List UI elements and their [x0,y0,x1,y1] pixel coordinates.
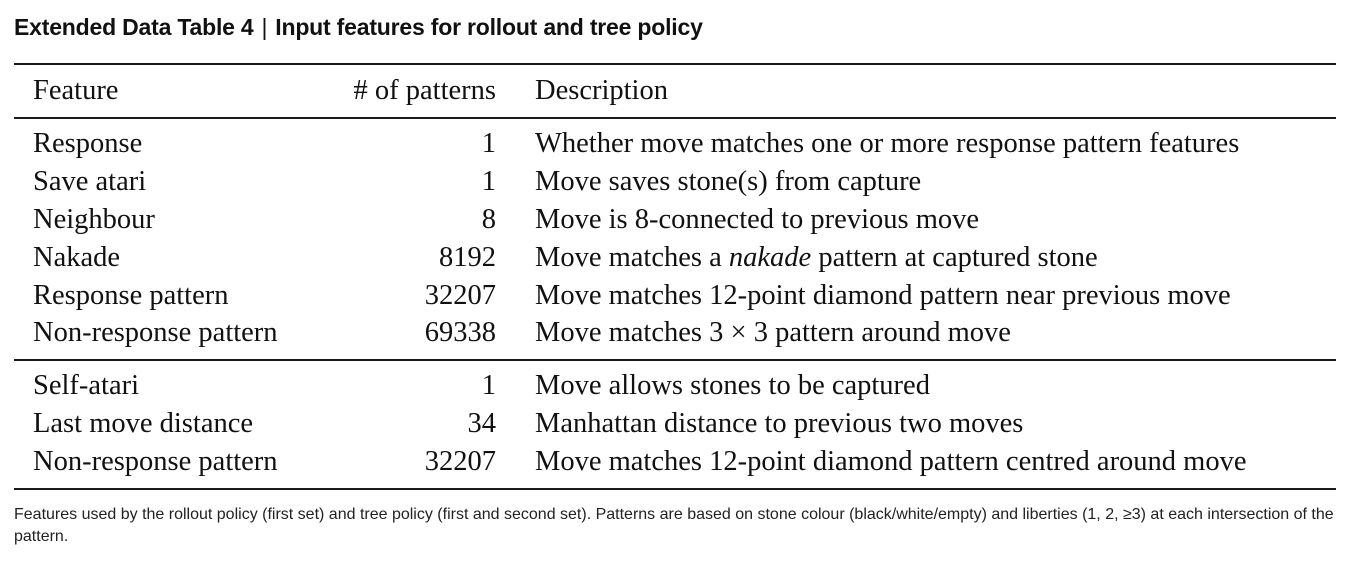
table-row [0,239,1349,277]
feature-cell: Nakade [33,242,121,273]
feature-cell: Save atari [33,166,147,197]
header-feature: Feature [33,75,119,106]
description-cell: Manhattan distance to previous two moves [535,408,1024,439]
table-row [0,163,1349,201]
feature-cell: Response pattern [33,280,229,311]
description-cell: Move matches 12-point diamond pattern centred around move [535,446,1247,477]
table-footnote: Features used by the rollout policy (first set) and tree policy (first and second set). Patterns are based on stone colour (black/white/empty) and liberties (1, 2, ≥3) at each intersection of the pattern. [14,506,1334,545]
description-text: Move matches a [535,242,729,273]
count-cell: 8192 [439,242,496,273]
feature-cell: Neighbour [33,204,155,235]
description-cell: Move matches 12-point diamond pattern near previous move [535,280,1231,311]
description-cell [535,239,1098,277]
group-rule [14,359,1336,361]
count-cell: 69338 [424,317,496,348]
header-description: Description [535,75,668,106]
feature-cell: Response [33,128,143,159]
count-cell: 1 [481,128,496,159]
table-row [0,367,1349,405]
feature-cell: Non-response pattern [33,317,278,348]
count-cell: 34 [467,408,496,439]
count-cell: 1 [481,166,496,197]
description-cell: Move allows stones to be captured [535,370,930,401]
description-cell: Move is 8-connected to previous move [535,204,980,235]
count-cell: 8 [481,204,496,235]
table-row [0,405,1349,443]
description-emphasis: nakade [728,242,812,273]
top-rule [14,63,1336,65]
count-cell: 1 [481,370,496,401]
table-row [0,277,1349,315]
description-cell: Move matches 3 × 3 pattern around move [535,317,1011,348]
caption-separator: | [261,14,268,40]
feature-cell: Last move distance [33,408,254,439]
count-cell: 32207 [424,280,496,311]
header-row [0,72,1349,110]
table-row [0,125,1349,163]
feature-cell: Non-response pattern [33,446,278,477]
table-row [0,201,1349,239]
count-cell: 32207 [424,446,496,477]
description-text: pattern at captured stone [811,242,1098,273]
header-count: # of patterns [353,75,496,106]
feature-cell: Self-atari [33,370,140,401]
table-caption [14,14,703,41]
table-row [0,443,1349,481]
bottom-rule [14,488,1336,490]
table-label: Extended Data Table 4 [14,14,254,40]
table-row [0,314,1349,352]
table-title: Input features for rollout and tree policy [275,14,703,40]
description-cell: Whether move matches one or more response pattern features [535,128,1240,159]
header-rule [14,117,1336,119]
description-cell: Move saves stone(s) from capture [535,166,922,197]
